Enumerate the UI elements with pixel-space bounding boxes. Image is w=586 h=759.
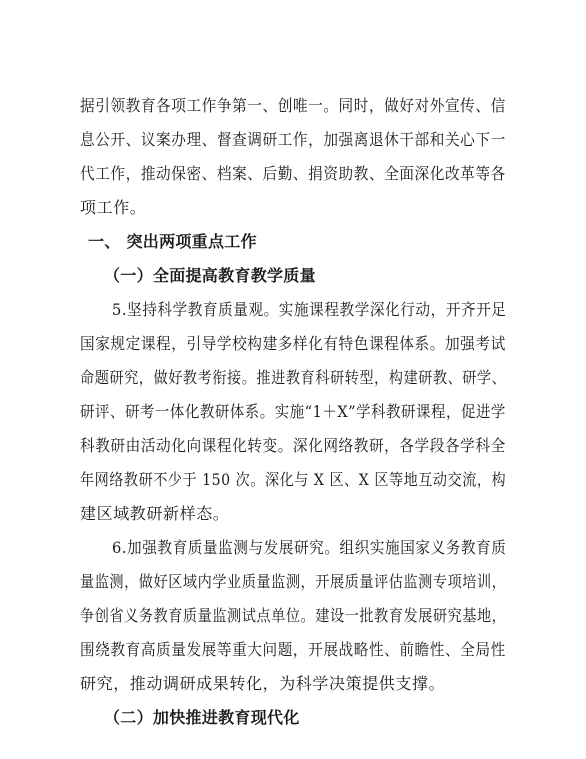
paragraph-line: 5.坚持科学教育质量观。实施课程教学深化行动，开齐开足 — [112, 300, 507, 319]
section-heading: 一、 突出两项重点工作 — [88, 232, 257, 251]
paragraph-line: 命题研究，做好教考衔接。推进教育科研转型，构建研教、研学、 — [80, 368, 507, 387]
paragraph-line: 6.加强教育质量监测与发展研究。组织实施国家义务教育质 — [112, 538, 507, 557]
paragraph-line: 量监测，做好区域内学业质量监测，开展质量评估监测专项培训， — [80, 572, 507, 591]
paragraph-line: 项工作。 — [80, 198, 147, 217]
paragraph-line: 据引领教育各项工作争第一、创唯一。同时，做好对外宣传、信 — [80, 96, 506, 115]
paragraph-line: 研究，推动调研成果转化，为科学决策提供支撑。 — [80, 674, 446, 693]
paragraph-line: 建区域教研新样态。 — [80, 504, 230, 523]
paragraph-line: 代工作，推动保密、档案、后勤、捐资助教、全面深化改革等各 — [80, 164, 506, 183]
subsection-heading: （一）全面提高教育教学质量 — [104, 266, 316, 285]
paragraph-line: 围绕教育高质量发展等重大问题，开展战略性、前瞻性、全局性 — [80, 640, 506, 659]
paragraph-line: 争创省义务教育质量监测试点单位。建设一批教育发展研究基地， — [80, 606, 507, 625]
paragraph-line: 国家规定课程，引导学校构建多样化有特色课程体系。加强考试 — [80, 334, 506, 353]
paragraph-line: 年网络教研不少于 150 次。深化与 X 区、X 区等地互动交流，构 — [80, 470, 507, 489]
subsection-heading: （二）加快推进教育现代化 — [104, 708, 300, 727]
paragraph-line: 息公开、议案办理、督查调研工作，加强离退休干部和关心下一 — [80, 130, 506, 149]
paragraph-line: 科教研由活动化向课程化转变。深化网络教研，各学段各学科全 — [80, 436, 506, 455]
paragraph-line: 研评、研考一体化教研体系。实施“1＋X”学科教研课程，促进学 — [80, 402, 506, 421]
